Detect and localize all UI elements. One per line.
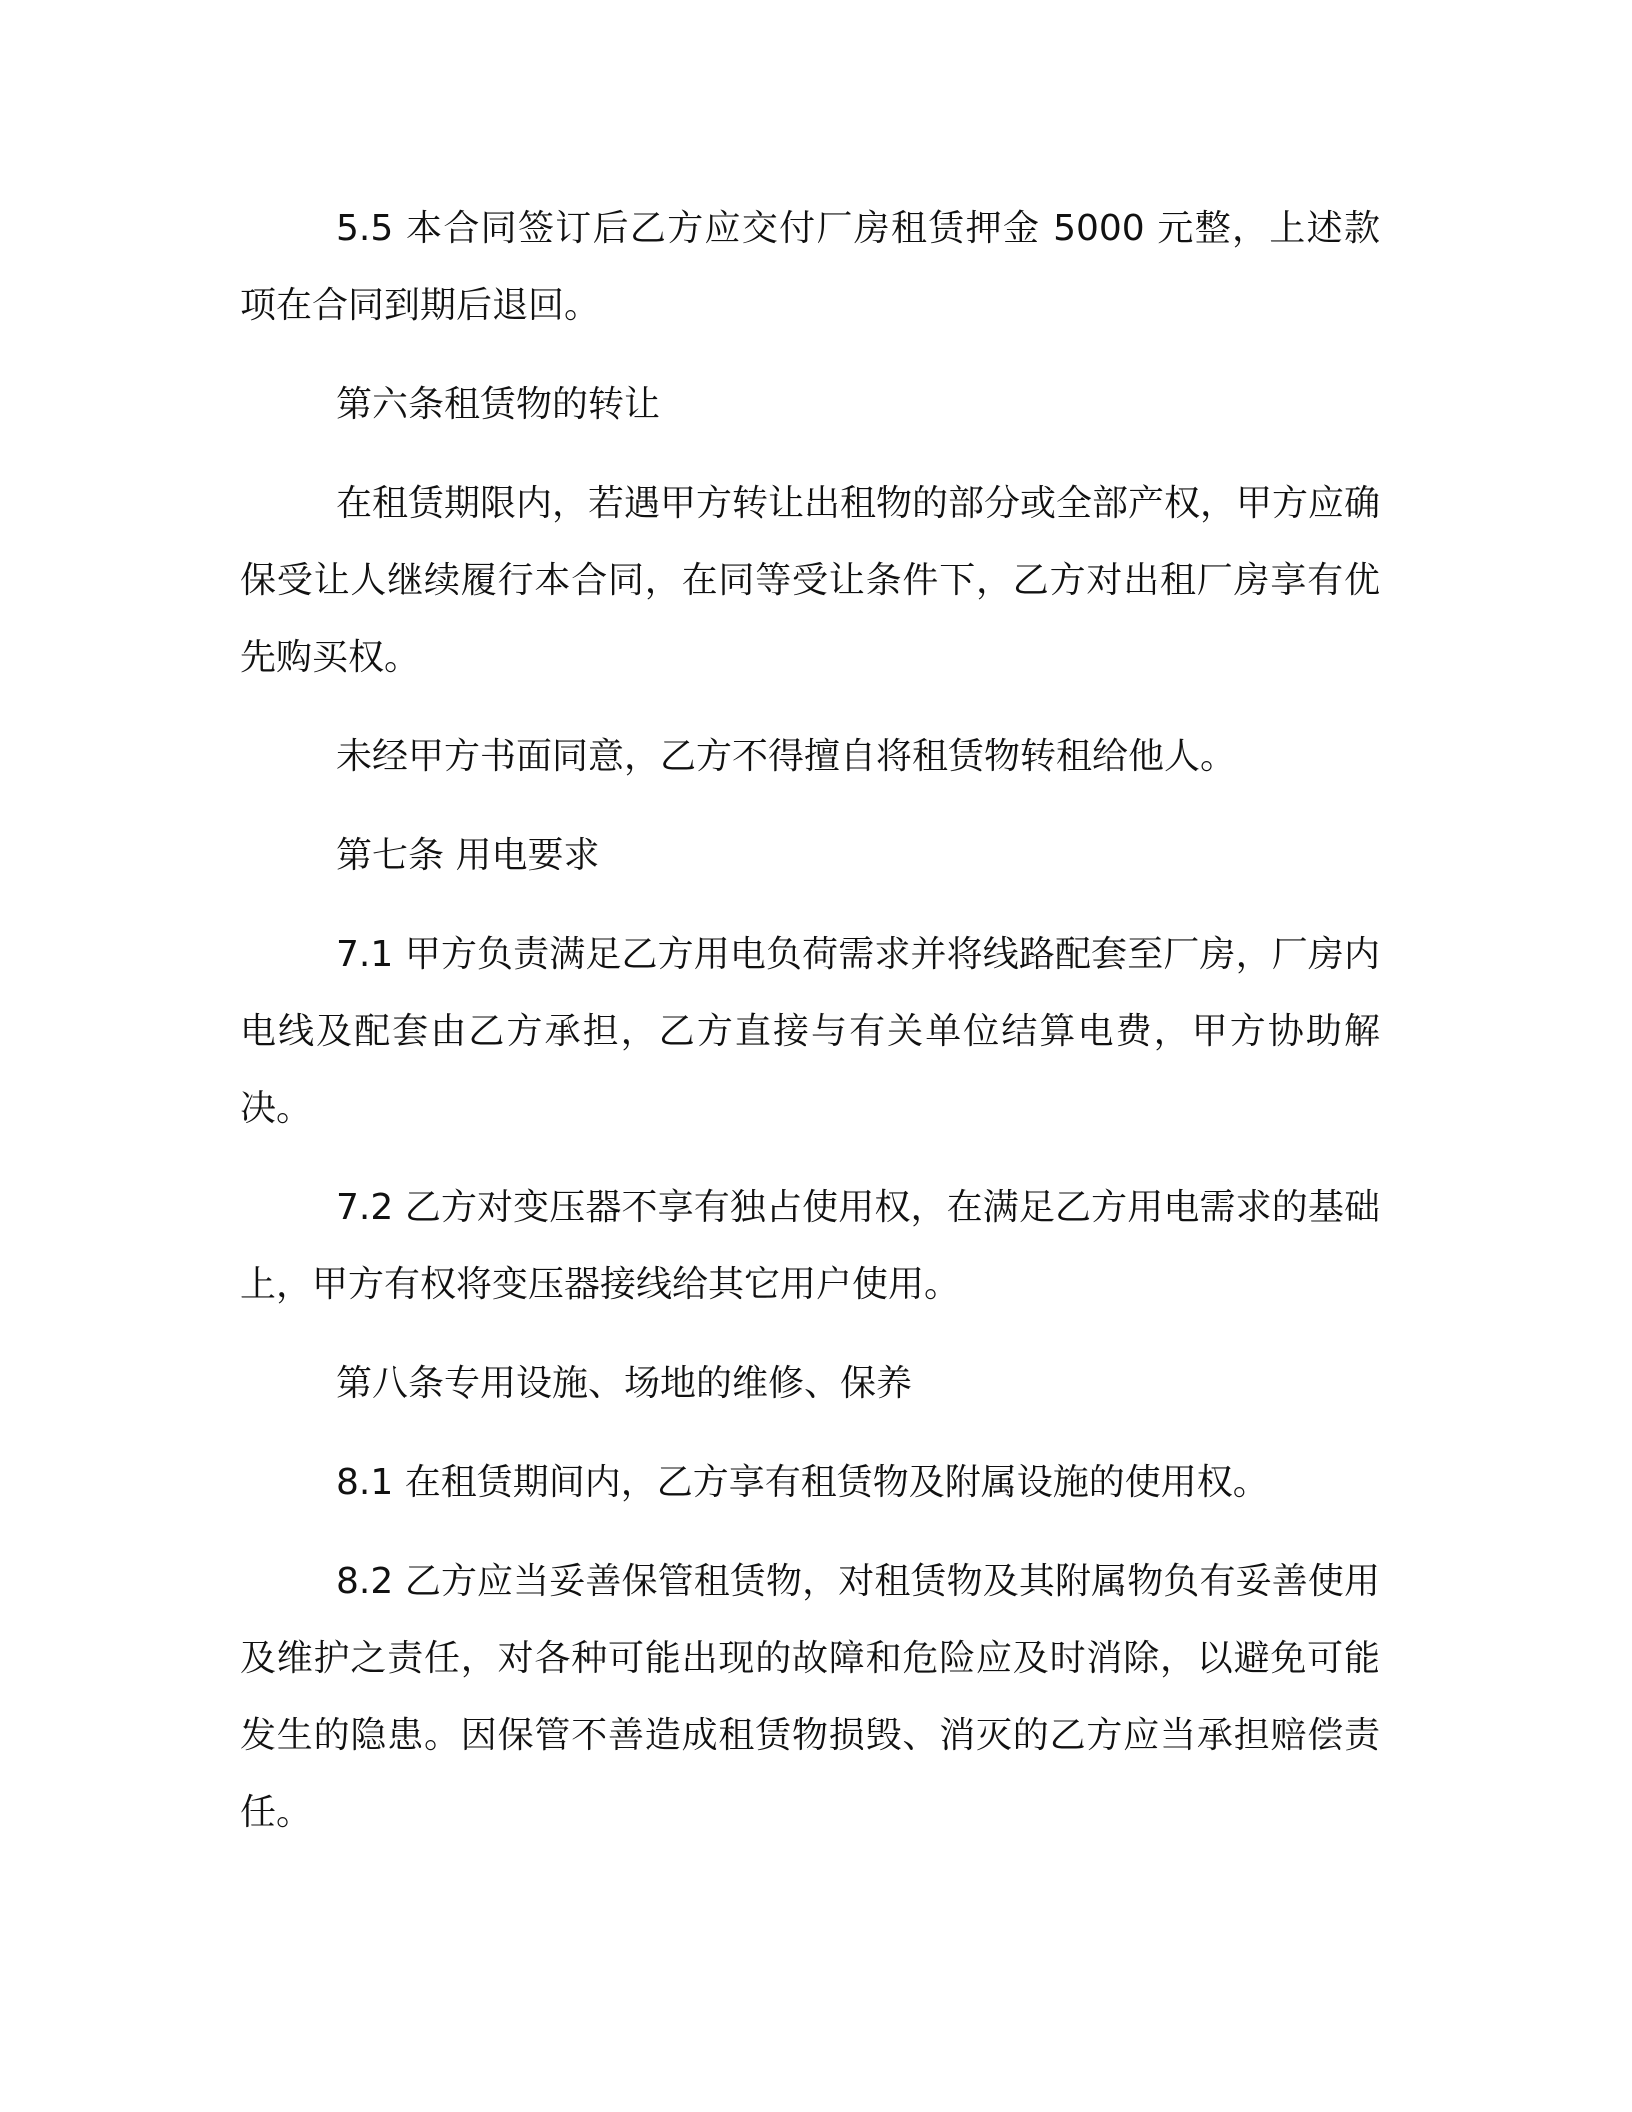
clause-5-5: 5.5 本合同签订后乙方应交付厂房租赁押金 5000 元整，上述款项在合同到期后退回。 [240,208,1380,326]
article-7-heading: 第七条 用电要求 [336,835,600,876]
article-6-heading: 第六条租赁物的转让 [336,384,661,425]
article-8-heading: 第八条专用设施、场地的维修、保养 [336,1363,913,1404]
clause-7-2: 7.2 乙方对变压器不享有独占使用权，在满足乙方用电需求的基础上，甲方有权将变压器接线给其它用户使用。 [240,1187,1380,1305]
article-6-paragraph-2: 未经甲方书面同意，乙方不得擅自将租赁物转租给他人。 [336,736,1237,777]
clause-8-2: 8.2 乙方应当妥善保管租赁物，对租赁物及其附属物负有妥善使用及维护之责任，对各种可能出现的故障和危险应及时消除，以避免可能发生的隐患。因保管不善造成租赁物损毁、消灭的乙方应当承担赔偿责任。 [240,1561,1380,1833]
clause-8-1: 8.1 在租赁期间内，乙方享有租赁物及附属设施的使用权。 [336,1462,1269,1503]
clause-7-1: 7.1 甲方负责满足乙方用电负荷需求并将线路配套至厂房，厂房内电线及配套由乙方承担，乙方直接与有关单位结算电费，甲方协助解决。 [240,934,1380,1129]
document-body [240,190,1380,1873]
article-6-paragraph-1: 在租赁期限内，若遇甲方转让出租物的部分或全部产权，甲方应确保受让人继续履行本合同，在同等受让条件下，乙方对出租厂房享有优先购买权。 [240,483,1381,678]
